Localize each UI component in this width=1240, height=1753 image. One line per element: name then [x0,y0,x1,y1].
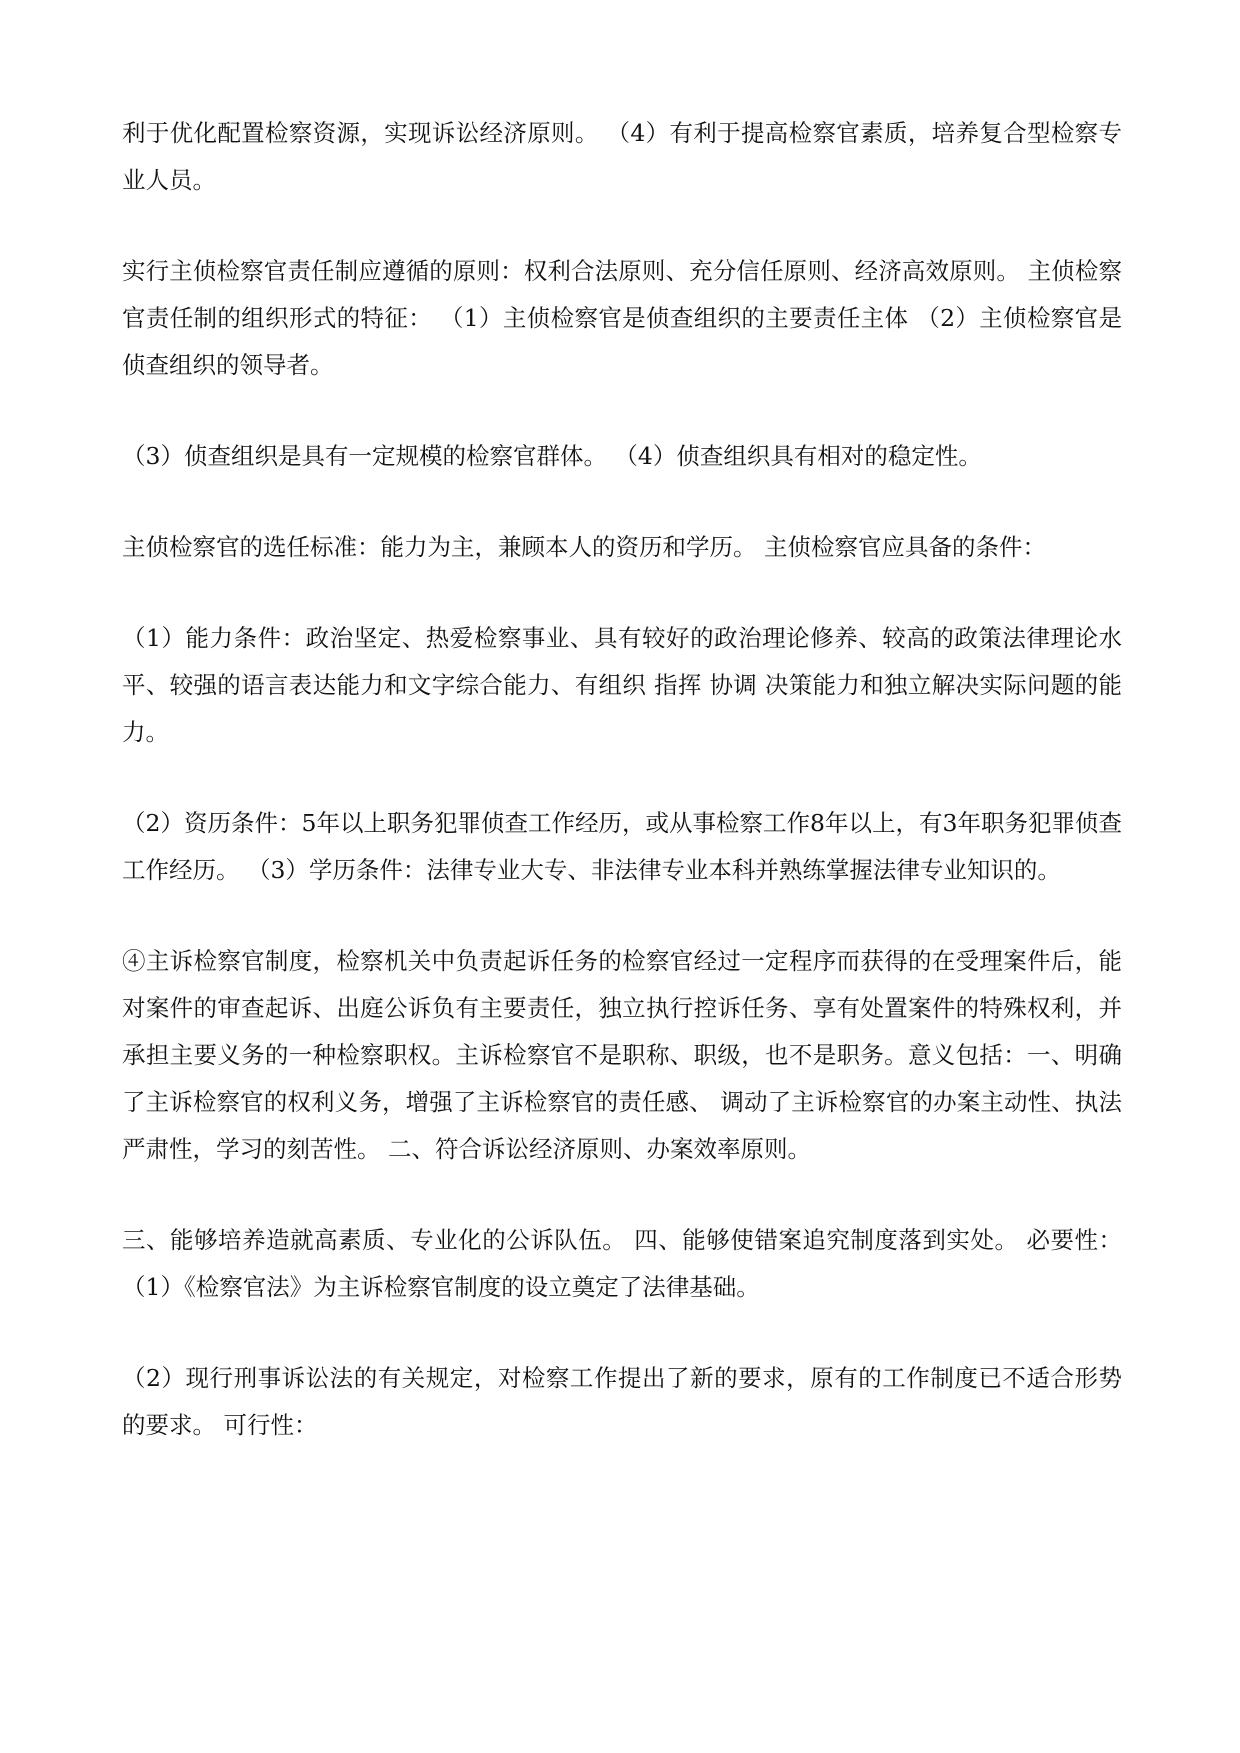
document-page [122,110,1122,1449]
paragraph-investigation-organization-traits: （3）侦查组织是具有一定规模的检察官群体。 （4）侦查组织具有相对的稳定性。 [122,442,982,470]
paragraph-experience-education-condition: （2）资历条件：5年以上职务犯罪侦查工作经历，或从事检察工作8年以上，有3年职务犯罪侦查工作经历。 （3）学历条件：法律专业大专、非法律专业本科并熟练掌握法律专业知识的。 [122,809,1122,884]
paragraph-feasibility: （2）现行刑事诉讼法的有关规定，对检察工作提出了新的要求，原有的工作制度已不适合形势的要求。 可行性： [122,1364,1122,1439]
paragraph-selection-standard: 主侦检察官的选任标准：能力为主，兼顾本人的资历和学历。 主侦检察官应具备的条件： [122,533,1046,561]
paragraph-prosecutor-system: ④主诉检察官制度，检察机关中负责起诉任务的检察官经过一定程序而获得的在受理案件后，能对案件的审查起诉、出庭公诉负有主要责任，独立执行控诉任务、享有处置案件的特殊权利，并承担主要义务的一种检察职权。主诉检察官不是职称、职级，也不是职务。意义包括：一、明确了主诉检察官的权利义务，增强了主诉检察官的责任感、 调动了主诉检察官的办案主动性、执法严肃性，学习的刻苦性。 二、符合诉讼经济原则、办案效率原则。 [122,947,1122,1163]
paragraph-principles-and-organization: 实行主侦检察官责任制应遵循的原则：权利合法原则、充分信任原则、经济高效原则。 主侦检察官责任制的组织形式的特征： （1）主侦检察官是侦查组织的主要责任主体 （2）主侦检察官是侦查组织的领导者。 [122,257,1122,379]
paragraph-resource-allocation: 利于优化配置检察资源，实现诉讼经济原则。 （4）有利于提高检察官素质，培养复合型检察专业人员。 [122,119,1122,194]
paragraph-ability-condition: （1）能力条件：政治坚定、热爱检察事业、具有较好的政治理论修养、较高的政策法律理论水平、较强的语言表达能力和文字综合能力、有组织 指挥 协调 决策能力和独立解决实际问题的能力。 [122,624,1122,746]
paragraph-necessity: 三、能够培养造就高素质、专业化的公诉队伍。 四、能够使错案追究制度落到实处。 必要性： （1）《检察官法》为主诉检察官制度的设立奠定了法律基础。 [122,1226,1122,1301]
